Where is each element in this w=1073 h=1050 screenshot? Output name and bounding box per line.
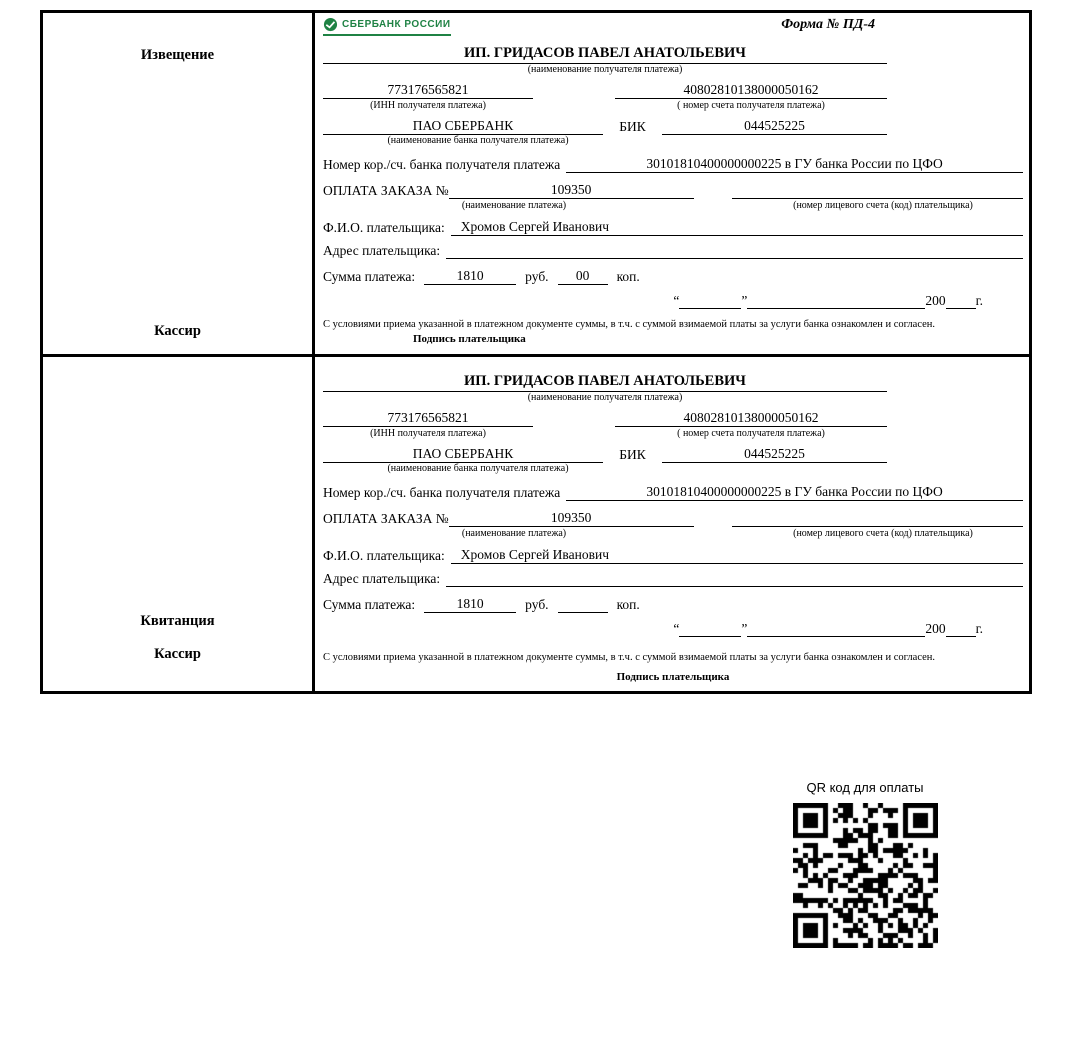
kopecks-label: коп. bbox=[616, 269, 640, 284]
notice-side-label: Извещение bbox=[140, 47, 215, 63]
corr-account-row bbox=[323, 484, 1023, 501]
date-month-blank bbox=[747, 295, 925, 309]
rubles-label: руб. bbox=[525, 597, 549, 613]
payer-address-value bbox=[446, 571, 1023, 587]
receipt-side-label: Квитанция bbox=[140, 612, 215, 629]
corr-value: 30101810400000000225 в ГУ банка России по ЦФО bbox=[566, 484, 1023, 501]
year-prefix: 200 bbox=[925, 293, 946, 308]
payer-address-label: Адрес плательщика: bbox=[323, 571, 441, 587]
personal-account-field bbox=[732, 526, 1023, 527]
year-prefix: 200 bbox=[925, 621, 946, 637]
bik-label: БИК bbox=[619, 119, 646, 134]
amount-row bbox=[323, 596, 1023, 613]
qr-section bbox=[760, 780, 970, 953]
terms-text bbox=[323, 651, 1023, 665]
inn-value: 773176565821 bbox=[323, 410, 533, 427]
payer-name-label: Ф.И.О. плательщика: bbox=[323, 548, 445, 564]
rubles-label: руб. bbox=[525, 269, 549, 284]
payee-name: ИП. ГРИДАСОВ ПАВЕЛ АНАТОЛЬЕВИЧ bbox=[323, 373, 887, 392]
purpose-value: 109350 bbox=[449, 510, 694, 527]
terms-sentence: С условиями приема указанной в платежном документе суммы, в т.ч. с суммой взимаемой платы за услуги банка ознакомлен и согласен. bbox=[323, 319, 936, 330]
qr-code bbox=[793, 803, 938, 948]
purpose-value: 109350 bbox=[449, 182, 694, 199]
date-row bbox=[323, 621, 1023, 637]
notice-side-column bbox=[43, 13, 315, 354]
date-row bbox=[323, 293, 1023, 309]
payee-caption: (наименование получателя платежа) bbox=[527, 64, 683, 75]
payer-address-label: Адрес плательщика: bbox=[323, 243, 441, 258]
amount-rubles: 1810 bbox=[424, 596, 516, 613]
purpose-captions bbox=[323, 200, 1023, 213]
receipt-cashier-label: Кассир bbox=[154, 645, 201, 662]
amount-kopecks: 00 bbox=[558, 268, 608, 285]
notice-main bbox=[315, 13, 1029, 354]
payer-name-value: Хромов Сергей Иванович bbox=[451, 547, 1023, 564]
date-day-blank bbox=[679, 295, 741, 309]
notice-top-block bbox=[323, 45, 887, 148]
payee-caption: (наименование получателя платежа) bbox=[527, 392, 683, 404]
payer-address-row bbox=[323, 571, 1023, 587]
account-value: 40802810138000050162 bbox=[615, 410, 887, 427]
account-caption: ( номер счета получателя платежа) bbox=[677, 99, 825, 111]
inn-value: 773176565821 bbox=[323, 82, 533, 99]
bank-name-caption: (наименование банка получателя платежа) bbox=[387, 463, 569, 475]
bank-row bbox=[323, 118, 887, 135]
purpose-row bbox=[323, 510, 1023, 527]
inn-caption: (ИНН получателя платежа) bbox=[370, 427, 486, 439]
receipt-top-block bbox=[323, 373, 887, 476]
kopecks-label: коп. bbox=[616, 597, 640, 613]
bank-logo-text: СБЕРБАНК РОССИИ bbox=[342, 19, 451, 30]
personal-account-caption: (номер лицевого счета (код) плательщика) bbox=[793, 199, 973, 211]
amount-rubles: 1810 bbox=[424, 268, 516, 285]
date-year-blank bbox=[946, 623, 976, 637]
date-day-blank bbox=[679, 623, 741, 637]
purpose-captions bbox=[323, 528, 1023, 541]
terms-sentence: С условиями приема указанной в платежном документе суммы, в т.ч. с суммой взимаемой платы за услуги банка ознакомлен и согласен. bbox=[323, 652, 936, 664]
receipt-section bbox=[43, 354, 1029, 691]
signature-label: Подпись плательщика bbox=[413, 332, 526, 345]
inn-caption: (ИНН получателя платежа) bbox=[370, 99, 486, 111]
bank-name-caption: (наименование банка получателя платежа) bbox=[387, 135, 569, 146]
amount-label: Сумма платежа: bbox=[323, 269, 416, 284]
amount-label: Сумма платежа: bbox=[323, 597, 416, 613]
signature-label: Подпись плательщика bbox=[616, 670, 730, 683]
open-quote: “ bbox=[673, 621, 680, 637]
notice-header bbox=[323, 17, 1023, 45]
year-suffix: г. bbox=[975, 293, 983, 308]
bank-row bbox=[323, 446, 887, 463]
receipt-side-column bbox=[43, 357, 315, 691]
corr-label: Номер кор./сч. банка получателя платежа bbox=[323, 484, 561, 500]
close-quote: ” bbox=[741, 293, 748, 308]
purpose-label: ОПЛАТА ЗАКАЗА № bbox=[323, 182, 449, 198]
form-number: Форма № ПД-4 bbox=[781, 17, 875, 32]
amount-kopecks bbox=[558, 597, 608, 613]
personal-account-field bbox=[732, 198, 1023, 199]
bank-name-value: ПАО СБЕРБАНК bbox=[323, 446, 603, 463]
payer-name-row bbox=[323, 547, 1023, 564]
close-quote: ” bbox=[741, 621, 748, 637]
corr-account-row bbox=[323, 156, 1023, 173]
sberbank-logo bbox=[323, 17, 451, 36]
payer-address-row bbox=[323, 243, 1023, 259]
payer-name-value: Хромов Сергей Иванович bbox=[451, 219, 1023, 236]
bik-value: 044525225 bbox=[662, 118, 887, 135]
year-suffix: г. bbox=[975, 621, 983, 637]
amount-row bbox=[323, 268, 1023, 285]
purpose-label: ОПЛАТА ЗАКАЗА № bbox=[323, 510, 449, 526]
corr-value: 30101810400000000225 в ГУ банка России по ЦФО bbox=[566, 156, 1023, 173]
inn-account-captions bbox=[323, 100, 887, 113]
purpose-caption: (наименование платежа) bbox=[461, 527, 567, 539]
account-caption: ( номер счета получателя платежа) bbox=[677, 427, 825, 439]
notice-cashier-label: Кассир bbox=[154, 323, 201, 340]
personal-account-caption: (номер лицевого счета (код) плательщика) bbox=[793, 527, 973, 539]
payer-name-label: Ф.И.О. плательщика: bbox=[323, 220, 445, 235]
open-quote: “ bbox=[673, 293, 680, 308]
purpose-row bbox=[323, 182, 1023, 199]
payee-name: ИП. ГРИДАСОВ ПАВЕЛ АНАТОЛЬЕВИЧ bbox=[323, 45, 887, 64]
terms-text bbox=[323, 318, 1023, 346]
purpose-caption: (наименование платежа) bbox=[461, 199, 567, 211]
qr-label: QR код для оплаты bbox=[806, 780, 924, 795]
corr-label: Номер кор./сч. банка получателя платежа bbox=[323, 156, 561, 172]
payer-address-value bbox=[446, 243, 1023, 259]
sberbank-emblem-icon bbox=[323, 17, 338, 32]
bank-name-value: ПАО СБЕРБАНК bbox=[323, 118, 603, 135]
payer-name-row bbox=[323, 219, 1023, 236]
account-value: 40802810138000050162 bbox=[615, 82, 887, 99]
pd4-form bbox=[40, 10, 1032, 694]
date-month-blank bbox=[747, 623, 925, 637]
bik-value: 044525225 bbox=[662, 446, 887, 463]
inn-account-row bbox=[323, 410, 887, 427]
notice-section bbox=[43, 13, 1029, 354]
inn-account-row bbox=[323, 82, 887, 99]
receipt-main bbox=[315, 357, 1029, 691]
date-year-blank bbox=[946, 295, 976, 309]
inn-account-captions bbox=[323, 428, 887, 441]
bik-label: БИК bbox=[619, 447, 646, 463]
